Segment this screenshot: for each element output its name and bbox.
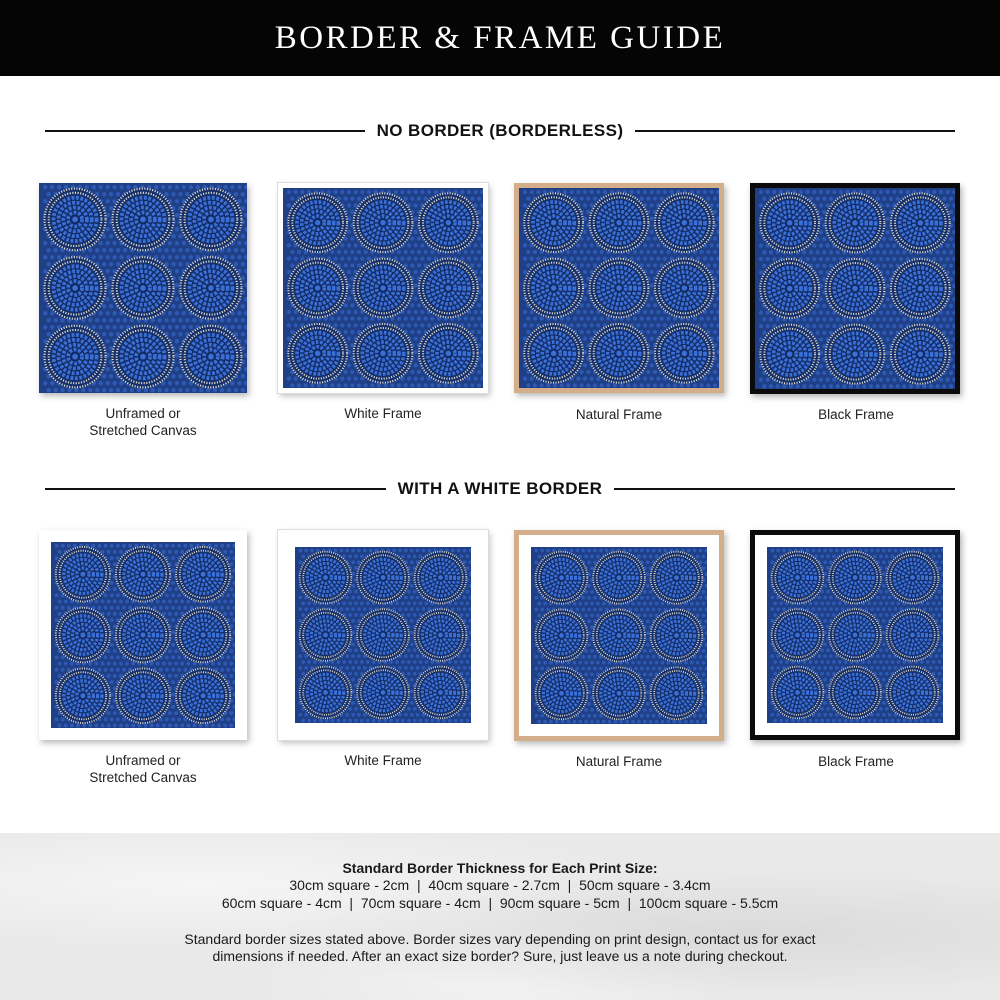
caption-unframed-borderless (43, 405, 243, 439)
border-size-info-panel (0, 833, 1000, 1000)
caption-white-frame-borderless (283, 405, 483, 422)
divider-rule (635, 130, 955, 132)
dot-pattern-graphic (39, 183, 247, 393)
artwork-natural-frame-white-border[interactable] (514, 530, 724, 741)
caption-black-frame-white-border (756, 753, 956, 770)
caption-natural-frame-white-border (519, 753, 719, 770)
caption-line: Black Frame (818, 407, 894, 422)
caption-line: Stretched Canvas (89, 423, 197, 438)
divider-rule (45, 488, 386, 490)
caption-line: Unframed or (105, 753, 181, 768)
artwork-print (519, 188, 719, 388)
page-title: BORDER & FRAME GUIDE (274, 19, 726, 56)
section-label: NO BORDER (BORDERLESS) (376, 121, 624, 140)
page-header (0, 0, 1000, 76)
caption-line: Natural Frame (575, 407, 663, 422)
border-sizes-line: 30cm square - 2cm | 40cm square - 2.7cm | 50cm square - 3.4cm (289, 877, 711, 893)
border-size-heading: Standard Border Thickness for Each Print Size: (342, 860, 658, 876)
dot-pattern-graphic (767, 547, 943, 723)
artwork-print (283, 188, 483, 388)
caption-unframed-white-border (43, 752, 243, 786)
dot-pattern-graphic (531, 547, 707, 724)
divider-rule (614, 488, 955, 490)
border-sizes-line: 60cm square - 4cm | 70cm square - 4cm | 90cm square - 5cm | 100cm square - 5.5cm (221, 895, 779, 911)
artwork-natural-frame-borderless[interactable] (514, 183, 724, 393)
caption-natural-frame-borderless (519, 406, 719, 423)
border-note-line: dimensions if needed. After an exact size border? Sure, just leave us a note during checkout. (212, 948, 788, 964)
caption-line: Black Frame (818, 754, 894, 769)
dot-pattern-graphic (755, 188, 955, 389)
section-title-white-border (45, 477, 955, 501)
artwork-print (39, 183, 247, 393)
section-title-borderless (45, 119, 955, 143)
caption-line: Unframed or (105, 406, 181, 421)
dot-pattern-graphic (519, 188, 719, 388)
caption-line: White Frame (344, 406, 422, 421)
artwork-unframed-borderless[interactable] (39, 183, 247, 393)
dot-pattern-graphic (51, 542, 235, 728)
caption-line: White Frame (344, 753, 422, 768)
artwork-black-frame-borderless[interactable] (750, 183, 960, 394)
caption-white-frame-white-border (283, 752, 483, 769)
artwork-print (295, 547, 471, 723)
section-label: WITH A WHITE BORDER (397, 479, 603, 498)
artwork-print (767, 547, 943, 723)
artwork-white-frame-borderless[interactable] (278, 183, 488, 393)
caption-black-frame-borderless (756, 406, 956, 423)
artwork-black-frame-white-border[interactable] (750, 530, 960, 740)
border-note-line: Standard border sizes stated above. Border sizes vary depending on print design, contact us for exact (184, 931, 816, 947)
artwork-white-frame-white-border[interactable] (278, 530, 488, 740)
artwork-print (531, 547, 707, 724)
dot-pattern-graphic (283, 188, 483, 388)
dot-pattern-graphic (295, 547, 471, 723)
divider-rule (45, 130, 365, 132)
artwork-print (755, 188, 955, 389)
artwork-unframed-white-border[interactable] (39, 530, 247, 740)
artwork-print (51, 542, 235, 728)
caption-line: Stretched Canvas (89, 770, 197, 785)
caption-line: Natural Frame (575, 754, 663, 769)
